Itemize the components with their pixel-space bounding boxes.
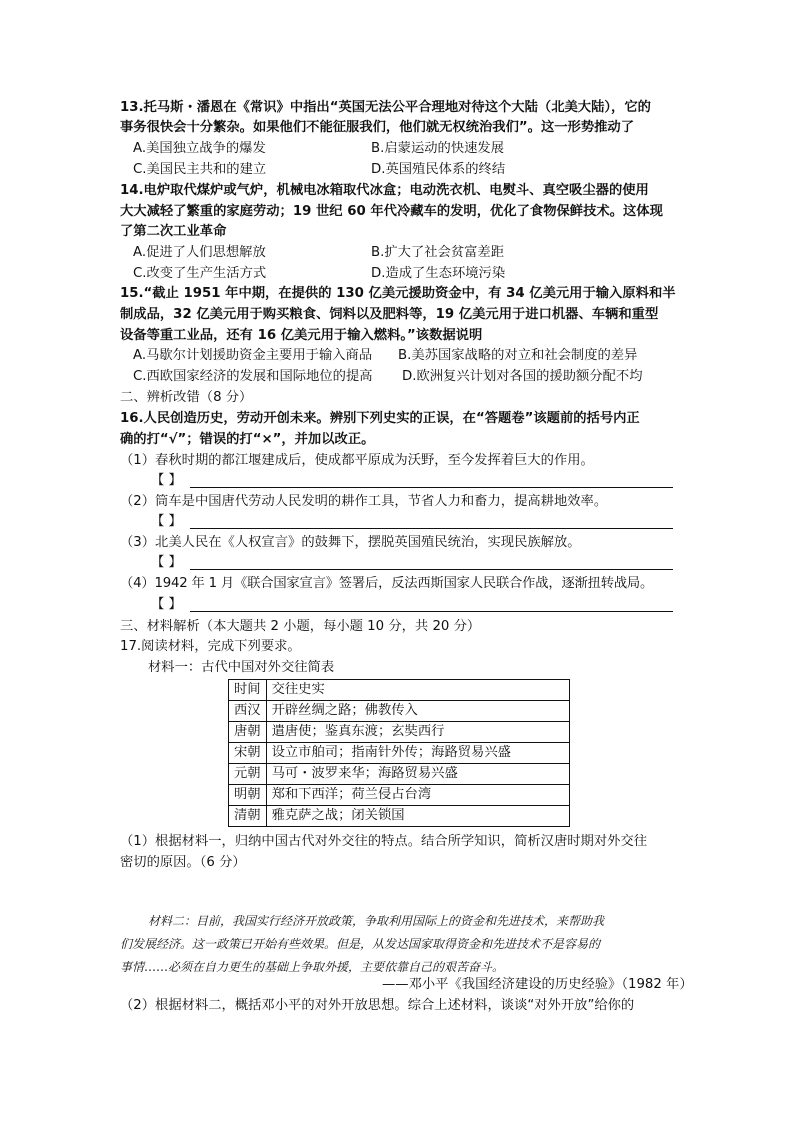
- q15-option-d: D.欧洲复兴计划对各国的援助额分配不均: [402, 369, 643, 384]
- table-header-row: [229, 680, 570, 701]
- table-cell-events: 遣唐使；鉴真东渡；玄奘西行: [266, 722, 569, 743]
- q17-sub1-line1: （1）根据材料一，归纳中国古代对外交往的特点。结合所学知识，简析汉唐时期对外交往: [120, 834, 648, 849]
- q14-stem-line3: 了第二次工业革命: [120, 224, 227, 239]
- q16-item-2-bracket[interactable]: 【 】: [151, 514, 182, 529]
- q16-item-3-bracket[interactable]: 【 】: [151, 555, 182, 570]
- q14-option-b: B.扩大了社会贫富差距: [371, 245, 505, 260]
- q15-option-a: A.马歇尔计划援助资金主要用于输入商品: [133, 348, 373, 363]
- q13-option-c: C.美国民主共和的建立: [133, 162, 267, 177]
- table-cell-events: 设立市舶司；指南针外传；海路贸易兴盛: [266, 743, 569, 764]
- q16-item-1-answer-line[interactable]: [190, 487, 673, 488]
- table-cell-events: 马可・波罗来华；海路贸易兴盛: [266, 764, 569, 785]
- q17-sub1-line2: 密切的原因。（6 分）: [120, 855, 246, 870]
- q16-item-3-answer-line[interactable]: [190, 569, 673, 570]
- q16-item-2-answer-line[interactable]: [190, 528, 673, 529]
- q14-option-c: C.改变了生产生活方式: [133, 266, 267, 281]
- q16-stem-line2: 确的打“√”；错误的打“×”，并加以改正。: [120, 432, 375, 447]
- q13-option-a: A.美国独立战争的爆发: [133, 141, 266, 156]
- q16-item-4-bracket[interactable]: 【 】: [151, 597, 182, 612]
- q13-option-b: B.启蒙运动的快速发展: [371, 141, 505, 156]
- table-row: [229, 764, 570, 785]
- q15-stem-line1: 15.“截止 1951 年中期，在提供的 130 亿美元援助资金中，有 34 亿美元用于输入原料和半: [120, 286, 676, 301]
- material2-line2: 们发展经济。这一政策已开始有些效果。但是，从发达国家取得资金和先进技术不是容易的: [120, 937, 601, 951]
- section2-title: 二、辨析改错（8 分）: [120, 390, 253, 405]
- q17-sub2-line1: （2）根据材料二，概括邓小平的对外开放思想。综合上述材料，谈谈“对外开放”给你的: [120, 998, 635, 1013]
- table-cell-dynasty: 宋朝: [229, 743, 267, 764]
- q16-item-1-bracket[interactable]: 【 】: [151, 473, 182, 488]
- table-row: [229, 722, 570, 743]
- table-row: [229, 701, 570, 722]
- material2-line1: 材料二：目前，我国实行经济开放政策，争取利用国际上的资金和先进技术，来帮助我: [148, 914, 605, 928]
- q14-stem-line1: 14.电炉取代煤炉或气炉，机械电冰箱取代冰盒；电动洗衣机、电熨斗、真空吸尘器的使用: [120, 183, 649, 198]
- table-cell-dynasty: 唐朝: [229, 722, 267, 743]
- table-cell-events: 郑和下西洋；荷兰侵占台湾: [266, 785, 569, 806]
- table-cell-dynasty: 西汉: [229, 701, 267, 722]
- q14-option-a: A.促进了人们思想解放: [133, 245, 266, 260]
- table-row: [229, 806, 570, 827]
- table-cell-dynasty: 元朝: [229, 764, 267, 785]
- q16-item-3: （3）北美人民在《人权宣言》的鼓舞下，摆脱英国殖民统治，实现民族解放。: [120, 535, 581, 550]
- q16-item-1: （1）春秋时期的都江堰建成后，使成都平原成为沃野，至今发挥着巨大的作用。: [120, 453, 594, 468]
- q13-stem-line1: 13.托马斯・潘恩在《常识》中指出“英国无法公平合理地对待这个大陆（北美大陆），它的: [120, 100, 651, 115]
- table-row: [229, 785, 570, 806]
- q15-stem-line3: 设备等重工业品，还有 16 亿美元用于输入燃料。”该数据说明: [120, 328, 483, 343]
- q16-stem-line1: 16.人民创造历史，劳动开创未来。辨别下列史实的正误，在“答题卷”该题前的括号内正: [120, 411, 640, 426]
- table-cell-events: 开辟丝绸之路；佛教传入: [266, 701, 569, 722]
- table-cell-dynasty: 明朝: [229, 785, 267, 806]
- q15-option-b: B.美苏国家战略的对立和社会制度的差异: [398, 348, 638, 363]
- q17-stem: 17.阅读材料，完成下列要求。: [120, 639, 301, 654]
- foreign-relations-table: [228, 679, 570, 827]
- material1-title: 材料一：古代中国对外交往简表: [148, 660, 335, 675]
- table-header-events: 交往史实: [266, 680, 569, 701]
- section3-title: 三、材料解析（本大题共 2 小题，每小题 10 分，共 20 分）: [120, 619, 481, 634]
- q15-stem-line2: 制成品，32 亿美元用于购买粮食、饲料以及肥料等，19 亿美元用于进口机器、车辆和重型: [120, 307, 659, 322]
- table-row: [229, 743, 570, 764]
- q15-option-c: C.西欧国家经济的发展和国际地位的提高: [133, 369, 373, 384]
- table-cell-events: 雅克萨之战；闭关锁国: [266, 806, 569, 827]
- q16-item-2: （2）筒车是中国唐代劳动人民发明的耕作工具，节省人力和畜力，提高耕地效率。: [120, 494, 608, 509]
- table-header-time: 时间: [229, 680, 267, 701]
- table-cell-dynasty: 清朝: [229, 806, 267, 827]
- q16-item-4-answer-line[interactable]: [190, 611, 673, 612]
- material2-source: ——邓小平《我国经济建设的历史经验》（1982 年）: [382, 977, 693, 992]
- q16-item-4: （4）1942 年 1 月《联合国家宣言》签署后，反法西斯国家人民联合作战，逐渐扭转战局。: [120, 576, 654, 591]
- q13-stem-line2: 事务很快会十分繁杂。如果他们不能征服我们，他们就无权统治我们”。这一形势推动了: [120, 120, 635, 135]
- q13-option-d: D.英国殖民体系的终结: [371, 162, 506, 177]
- material2-line3: 事情……必须在自力更生的基础上争取外援，主要依靠自己的艰苦奋斗。: [120, 960, 505, 974]
- q14-stem-line2: 大大减轻了繁重的家庭劳动；19 世纪 60 年代冷藏车的发明，优化了食物保鲜技术。这体现: [120, 204, 663, 219]
- q14-option-d: D.造成了生态环境污染: [371, 266, 506, 281]
